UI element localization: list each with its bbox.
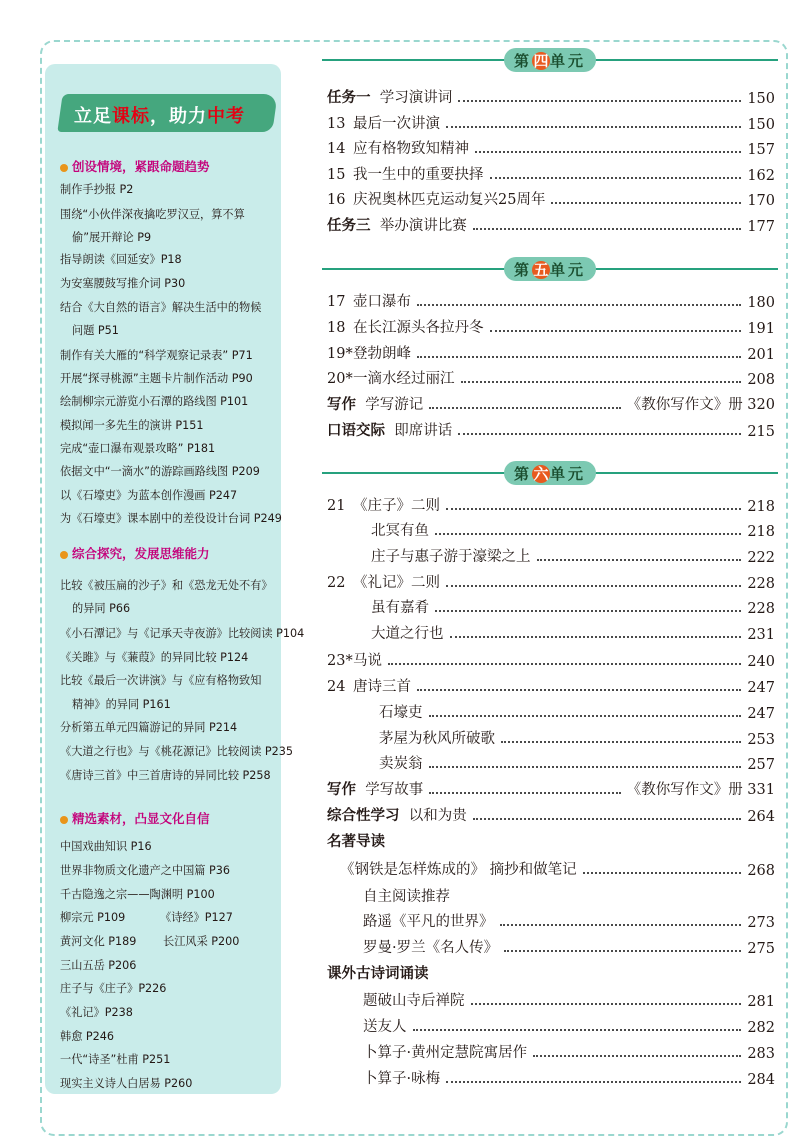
toc-entry[interactable]: 大道之行也 231 (371, 626, 775, 643)
toc-entry[interactable]: 石壕吏 247 (379, 705, 775, 722)
sidebar-line: 韩愈 P246 (60, 1030, 115, 1043)
sidebar-line: 《关雎》与《蒹葭》的异同比较 P124 (60, 651, 249, 664)
sidebar-line: 开展“探寻桃源”主题卡片制作活动 P90 (60, 372, 253, 385)
toc-entry[interactable]: 24 唐诗三首 247 (327, 679, 775, 696)
sidebar-line: 偷”展开辩论 P9 (72, 231, 152, 244)
sidebar-line: 绘制柳宗元游览小石潭的路线图 P101 (60, 395, 249, 408)
toc-entry[interactable]: 16 庆祝奥林匹克运动复兴25周年 170 (327, 192, 775, 209)
toc-entry[interactable]: 20*一滴水经过丽江 208 (327, 371, 775, 388)
toc-entry[interactable]: 送友人 282 (363, 1019, 775, 1036)
toc-section-heading: 名著导读 (327, 833, 385, 850)
sidebar-line: 为《石壕吏》课本剧中的差役设计台词 P249 (60, 512, 282, 525)
sidebar-line: 以《石壕吏》为蓝本创作漫画 P247 (60, 489, 238, 502)
sidebar-line: 比较《最后一次讲演》与《应有格物致知 (60, 674, 262, 687)
sidebar-banner (60, 86, 275, 140)
toc-entry[interactable]: 23*马说 240 (327, 653, 775, 670)
sidebar-line: 三山五岳 P206 (60, 959, 137, 972)
toc-entry[interactable]: 题破山寺后禅院 281 (363, 993, 775, 1010)
toc-entry[interactable]: 写作 学写游记 《教你写作文》册 320 (327, 396, 775, 413)
toc-entry[interactable]: 13 最后一次讲演 150 (327, 116, 775, 133)
bullet-dot-icon (60, 816, 68, 824)
toc-entry[interactable]: 卜算子·黄州定慧院寓居作 283 (363, 1045, 775, 1062)
sidebar-line: 为安塞腰鼓写推介词 P30 (60, 277, 186, 290)
sidebar-section-title: 创设情境，紧跟命题趋势 (60, 157, 210, 175)
sidebar-line: 精神》的异同 P161 (72, 698, 171, 711)
toc-entry[interactable]: 罗曼·罗兰《名人传》 275 (363, 940, 775, 957)
toc-entry[interactable]: 14 应有格物致知精神 157 (327, 141, 775, 158)
sidebar-line: 《诗经》P127 (160, 911, 233, 924)
toc-entry[interactable]: 路遥《平凡的世界》 273 (363, 914, 775, 931)
sidebar-line: 分析第五单元四篇游记的异同 P214 (60, 721, 238, 734)
toc-entry[interactable]: 口语交际 即席讲话 215 (327, 422, 775, 440)
toc-entry[interactable]: 虽有嘉肴 228 (371, 600, 775, 617)
unit-header (322, 461, 778, 485)
sidebar-line: 《小石潭记》与《记承天寺夜游》比较阅读 P104 (60, 627, 305, 640)
toc-entry[interactable]: 21 《庄子》二则 218 (327, 498, 775, 515)
toc-entry[interactable]: 卖炭翁 257 (379, 756, 775, 773)
toc-entry[interactable]: 18 在长江源头各拉丹冬 191 (327, 320, 775, 337)
sidebar-line: 千古隐逸之宗——陶渊明 P100 (60, 888, 215, 901)
unit-number: 四 (533, 52, 549, 70)
toc-entry[interactable]: 15 我一生中的重要抉择 162 (327, 167, 775, 184)
toc-entry[interactable]: 任务一 学习演讲词 150 (327, 89, 775, 107)
sidebar-line: 长江风采 P200 (163, 935, 240, 948)
unit-number: 六 (533, 465, 549, 483)
sidebar-line: 依据文中“一滴水”的游踪画路线图 P209 (60, 465, 260, 478)
toc-entry[interactable]: 19*登勃朗峰 201 (327, 346, 775, 363)
toc-subheading: 自主阅读推荐 (363, 889, 450, 905)
sidebar-line: 围绕“小伙伴深夜擒吃罗汉豆，算不算 (60, 208, 245, 221)
bullet-dot-icon (60, 164, 68, 172)
sidebar-line: 《唐诗三首》中三首唐诗的异同比较 P258 (60, 769, 271, 782)
sidebar-section-title: 精选素材，凸显文化自信 (60, 809, 210, 827)
sidebar-line: 制作手抄报 P2 (60, 183, 134, 196)
toc-entry[interactable]: 17 壶口瀑布 180 (327, 294, 775, 311)
toc-entry[interactable]: 茅屋为秋风所破歌 253 (379, 731, 775, 748)
unit-badge: 第四 单元 (504, 48, 596, 72)
unit-badge: 第五 单元 (504, 257, 596, 281)
unit-header (322, 257, 778, 281)
toc-entry[interactable]: 卜算子·咏梅 284 (363, 1071, 775, 1088)
sidebar-line: 《礼记》P238 (60, 1006, 133, 1019)
toc-entry[interactable]: 任务三 举办演讲比赛 177 (327, 217, 775, 235)
sidebar-line: 中国戏曲知识 P16 (60, 840, 152, 853)
sidebar-section-title: 综合探究，发展思维能力 (60, 544, 210, 562)
sidebar-line: 《大道之行也》与《桃花源记》比较阅读 P235 (60, 745, 294, 758)
sidebar-line: 黄河文化 P189 (60, 935, 137, 948)
sidebar-line: 完成“壶口瀑布观景攻略” P181 (60, 442, 216, 455)
unit-badge: 第六 单元 (504, 461, 596, 485)
unit-header (322, 48, 778, 72)
toc-entry[interactable]: 《钢铁是怎样炼成的》 摘抄和做笔记 268 (340, 862, 775, 879)
toc-entry[interactable]: 22 《礼记》二则 228 (327, 575, 775, 592)
banner-title: 立足课标，助力中考 (74, 106, 245, 127)
sidebar-line: 柳宗元 P109 (60, 911, 126, 924)
sidebar-line: 世界非物质文化遗产之中国篇 P36 (60, 864, 230, 877)
toc-section-heading: 课外古诗词诵读 (327, 965, 429, 982)
bullet-dot-icon (60, 551, 68, 559)
sidebar-line: 的异同 P66 (72, 602, 131, 615)
sidebar-line: 庄子与《庄子》P226 (60, 982, 167, 995)
sidebar-line: 模拟闻一多先生的演讲 P151 (60, 419, 204, 432)
toc-entry[interactable]: 综合性学习 以和为贵 264 (327, 807, 775, 825)
toc-entry[interactable]: 写作 学写故事 《教你写作文》册 331 (327, 781, 775, 798)
unit-number: 五 (533, 261, 549, 279)
sidebar-line: 问题 P51 (72, 324, 119, 337)
sidebar-line: 制作有关大雁的“科学观察记录表” P71 (60, 349, 253, 362)
toc-entry[interactable]: 北冥有鱼 218 (371, 523, 775, 540)
sidebar-line: 现实主义诗人白居易 P260 (60, 1077, 193, 1090)
toc-entry[interactable]: 庄子与惠子游于濠梁之上 222 (371, 549, 775, 566)
sidebar-line: 结合《大自然的语言》解决生活中的物候 (60, 301, 262, 314)
sidebar-line: 一代“诗圣”杜甫 P251 (60, 1053, 171, 1066)
sidebar-line: 指导朗读《回延安》P18 (60, 253, 182, 266)
sidebar-line: 比较《被压扁的沙子》和《恐龙无处不有》 (60, 579, 273, 592)
